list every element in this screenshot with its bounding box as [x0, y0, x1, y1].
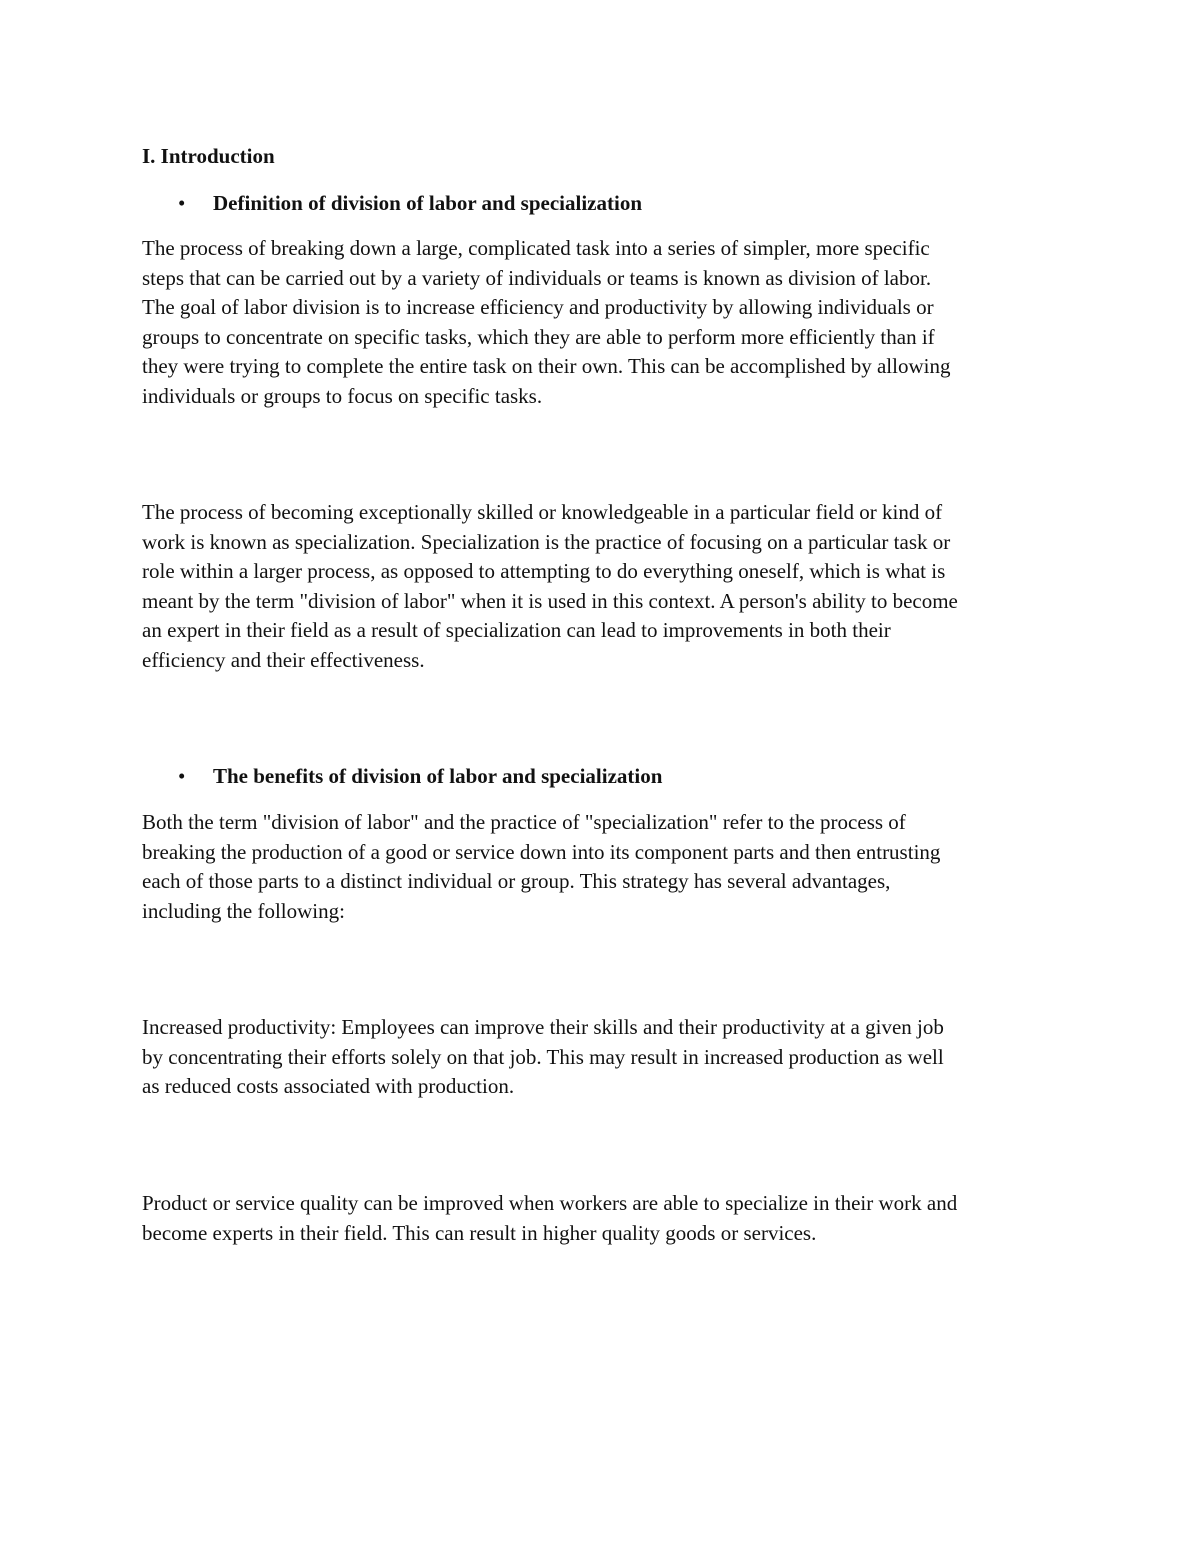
bullet-marker: • — [178, 764, 186, 788]
paragraph-line: steps that can be carried out by a variety of individuals or teams is known as division of labor. — [142, 265, 932, 290]
paragraph-benefits-intro — [142, 808, 1072, 926]
paragraph-line: individuals or groups to focus on specific tasks. — [142, 383, 543, 408]
paragraph-line: become experts in their field. This can result in higher quality goods or services. — [142, 1220, 817, 1245]
paragraph-line: each of those parts to a distinct individual or group. This strategy has several advantages, — [142, 869, 891, 893]
paragraph-line: The process of breaking down a large, complicated task into a series of simpler, more specific — [142, 236, 930, 260]
bullet-marker: • — [178, 191, 186, 215]
paragraph-quality — [142, 1189, 1072, 1248]
paragraph-line: efficiency and their effectiveness. — [142, 647, 425, 672]
paragraph-division-of-labor — [142, 234, 1072, 411]
paragraph-line: by concentrating their efforts solely on that job. This may result in increased production as well — [142, 1044, 944, 1069]
paragraph-line: they were trying to complete the entire task on their own. This can be accomplished by allowing — [142, 354, 951, 378]
paragraph-line: Increased productivity: Employees can improve their skills and their productivity at a given job — [142, 1015, 944, 1039]
paragraph-line: role within a larger process, as opposed to attempting to do everything oneself, which is what is — [142, 559, 946, 583]
paragraph-line: as reduced costs associated with production. — [142, 1074, 515, 1098]
bullet-heading: Definition of division of labor and specialization — [213, 191, 642, 215]
paragraph-line: including the following: — [142, 898, 345, 923]
paragraph-line: Product or service quality can be improved when workers are able to specialize in their work and — [142, 1191, 958, 1215]
paragraph-increased-productivity — [142, 1013, 1072, 1102]
paragraph-line: meant by the term "division of labor" when it is used in this context. A person's ability to become — [142, 588, 958, 613]
paragraph-line: The goal of labor division is to increase efficiency and productivity by allowing individuals or — [142, 295, 934, 319]
paragraph-line: groups to concentrate on specific tasks, which they are able to perform more efficiently than if — [142, 324, 935, 349]
paragraph-line: an expert in their field as a result of specialization can lead to improvements in both their — [142, 618, 891, 642]
paragraph-specialization — [142, 498, 1072, 675]
bullet-heading: The benefits of division of labor and specialization — [213, 764, 663, 788]
paragraph-line: Both the term "division of labor" and the practice of "specialization" refer to the process of — [142, 810, 906, 834]
section-heading: I. Introduction — [142, 144, 275, 168]
paragraph-line: work is known as specialization. Specialization is the practice of focusing on a particular task or — [142, 529, 951, 554]
paragraph-line: The process of becoming exceptionally skilled or knowledgeable in a particular field or kind of — [142, 500, 943, 524]
paragraph-line: breaking the production of a good or service down into its component parts and then entrusting — [142, 839, 941, 864]
